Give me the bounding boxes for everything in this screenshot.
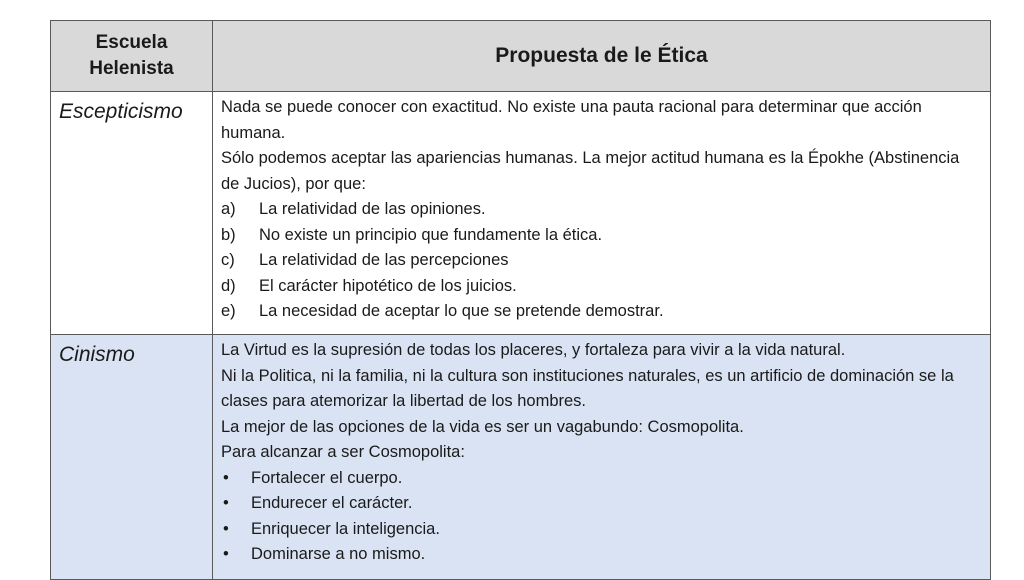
list-item-text: Enriquecer la inteligencia. — [251, 519, 440, 538]
bullet-icon: • — [223, 468, 229, 487]
bullet-icon: • — [223, 545, 229, 563]
list-marker: b) — [221, 225, 236, 244]
list-item — [221, 542, 982, 568]
list-marker: e) — [221, 302, 236, 320]
header-proposal: Propuesta de le Ética — [213, 21, 991, 92]
description-paragraph: Para alcanzar a ser Cosmopolita: — [221, 443, 465, 461]
table-row — [51, 92, 991, 335]
description-paragraph: Nada se puede conocer con exactitud. No existe una pauta racional para determinar que acción humana. — [221, 98, 922, 142]
header-school-line1: Escuela — [95, 32, 168, 53]
list-item — [221, 274, 982, 300]
school-description — [213, 92, 991, 335]
list-marker: d) — [221, 276, 236, 295]
description-paragraph: La mejor de las opciones de la vida es ser un vagabundo: Cosmopolita. — [221, 417, 744, 436]
table-row — [51, 335, 991, 580]
description-paragraph: La Virtud es la supresión de todas los placeres, y fortaleza para vivir a la vida natural. — [221, 341, 846, 359]
list-item — [221, 491, 982, 517]
bullet-icon: • — [223, 494, 229, 512]
lettered-list — [221, 197, 982, 325]
list-marker: a) — [221, 200, 236, 218]
school-description — [213, 335, 991, 580]
header-school-line2: Helenista — [89, 58, 174, 79]
bullet-list — [221, 466, 982, 568]
list-item-text: La relatividad de las percepciones — [259, 251, 509, 269]
header-row — [51, 21, 991, 92]
description-paragraph: Sólo podemos aceptar las apariencias humanas. La mejor actitud humana es la Épokhe (Abstinencia de Jucios), por que: — [221, 149, 960, 193]
header-school — [51, 21, 213, 92]
description-paragraph: Ni la Politica, ni la familia, ni la cultura son instituciones naturales, es un artificio de dominación se la clases para atemorizar la libertad de los hombres. — [221, 366, 954, 410]
hellenistic-ethics-table — [50, 20, 991, 580]
list-item-text: El carácter hipotético de los juicios. — [259, 276, 517, 295]
list-item-text: Endurecer el carácter. — [251, 494, 413, 512]
bullet-icon: • — [223, 519, 229, 538]
list-item-text: Fortalecer el cuerpo. — [251, 468, 403, 487]
list-item — [221, 517, 982, 543]
list-item — [221, 248, 982, 274]
list-item — [221, 223, 982, 249]
list-item-text: La relatividad de las opiniones. — [259, 200, 486, 218]
list-item — [221, 299, 982, 325]
list-item-text: No existe un principio que fundamente la ética. — [259, 225, 603, 244]
school-name: Escepticismo — [51, 92, 213, 335]
school-name: Cinismo — [51, 335, 213, 580]
list-marker: c) — [221, 251, 235, 269]
list-item — [221, 197, 982, 223]
list-item-text: La necesidad de aceptar lo que se pretende demostrar. — [259, 302, 664, 320]
list-item — [221, 466, 982, 492]
list-item-text: Dominarse a no mismo. — [251, 545, 426, 563]
